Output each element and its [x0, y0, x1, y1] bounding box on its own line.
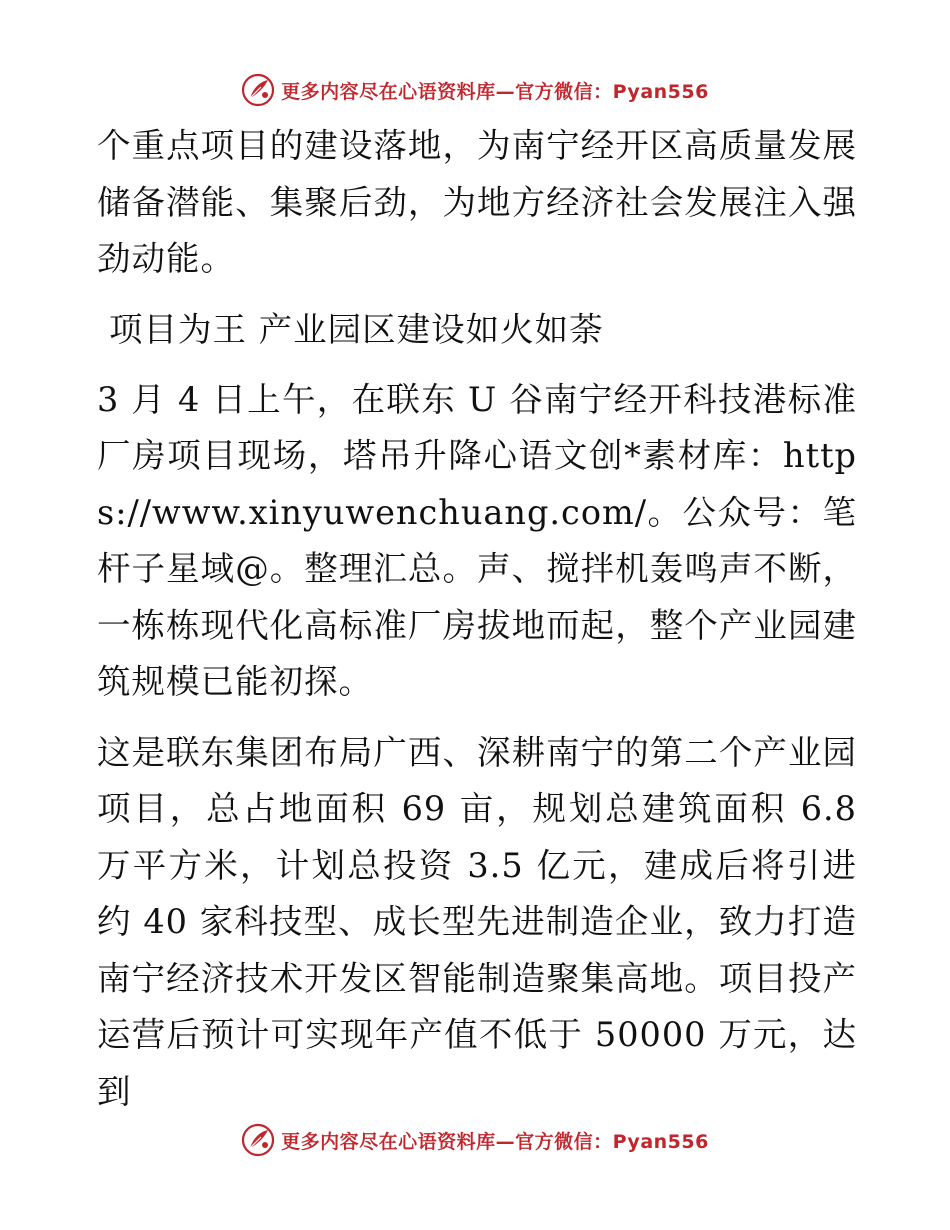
header-banner [0, 70, 950, 110]
paragraph-1: 个重点项目的建设落地，为南宁经开区高质量发展储备潜能、集聚后劲，为地方经济社会发展注入强劲动能。 [97, 126, 857, 278]
document-body [97, 118, 857, 1134]
footer-banner [0, 1120, 950, 1160]
banner-text: 更多内容尽在心语资料库—官方微信：Pyan556 [281, 1130, 709, 1153]
banner-text: 更多内容尽在心语资料库—官方微信：Pyan556 [281, 80, 709, 103]
feather-pen-logo-icon [241, 1123, 275, 1157]
feather-pen-logo-icon [241, 73, 275, 107]
paragraph-3: 这是联东集团布局广西、深耕南宁的第二个产业园项目，总占地面积 69 亩，规划总建筑面积 6.8 万平方米，计划总投资 3.5 亿元，建成后将引进约 40 家科技型、成长型先进制造企业，致力打造南宁经济技术开发区智能制造聚集高地。项目投产运营后预计可实现年产值不低于 50000 万元，达到 [97, 732, 857, 1111]
paragraph-2: 3 月 4 日上午，在联东 U 谷南宁经开科技港标准厂房项目现场，塔吊升降心语文创*素材库：https://www.xinyuwenchuang.com/。公众号：笔杆子星域@。整理汇总。声、搅拌机轰鸣声不断，一栋栋现代化高标准厂房拔地而起，整个产业园建筑规模已能初探。 [97, 379, 857, 701]
section-heading: 项目为王 产业园区建设如火如荼 [109, 309, 604, 349]
